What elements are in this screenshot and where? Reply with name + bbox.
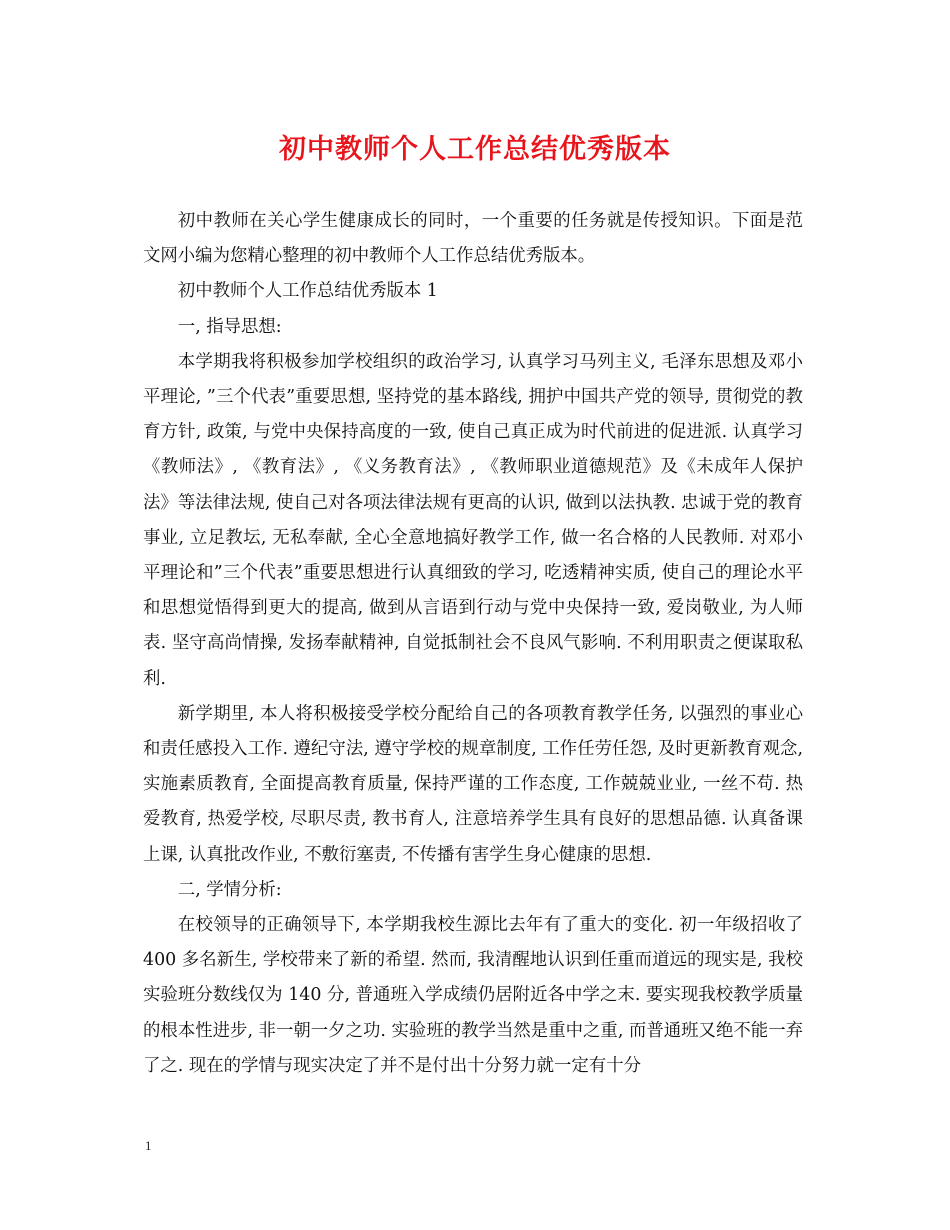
page-number: 1	[145, 1138, 152, 1153]
body-paragraph: 本学期我将积极参加学校组织的政治学习, 认真学习马列主义, 毛泽东思想及邓小平理论, ”三个代表”重要思想, 坚持党的基本路线, 拥护中国共产党的领导, 贯彻党的教育方针, 政策, 与党中央保持高度的一致, 使自己真正成为时代前进的促进派. 认真学习《教师法》, 《教育法》, 《义务教育法》, 《教师职业道德规范》及《未成年人保护法》等法律法规, 使自己对各项法律法规有更高的认识, 做到以法执教. 忠诚于党的教育事业, 立足教坛, 无私奉献, 全心全意地搞好教学工作, 做一名合格的人民教师. 对邓小平理论和”三个代表”重要思想进行认真细致的学习, 吃透精神实质, 使自己的理论水平和思想觉悟得到更大的提高, 做到从言语到行动与党中央保持一致, 爱岗敬业, 为人师表. 坚守高尚情操, 发扬奉献精神, 自觉抵制社会不良风气影响. 不利用职责之便谋取私利.	[143, 351, 803, 689]
document-title: 初中教师个人工作总结优秀版本	[279, 134, 671, 165]
section-heading-version-1: 初中教师个人工作总结优秀版本 1	[177, 281, 438, 302]
section-heading-guiding-thought: 一, 指导思想:	[177, 316, 282, 337]
section-heading-student-analysis: 二, 学情分析:	[177, 879, 282, 900]
intro-paragraph: 初中教师在关心学生健康成长的同时，一个重要的任务就是传授知识。下面是范文网小编为您精心整理的初中教师个人工作总结优秀版本。	[143, 211, 803, 267]
body-paragraph: 在校领导的正确领导下, 本学期我校生源比去年有了重大的变化. 初一年级招收了 400 多名新生, 学校带来了新的希望. 然而, 我清醒地认识到任重而道远的现实是, 我校实验班分数线仅为 140 分, 普通班入学成绩仍居附近各中学之末. 要实现我校教学质量的根本性进步, 非一朝一夕之功. 实验班的教学当然是重中之重, 而普通班又绝不能一弃了之. 现在的学情与现实决定了并不是付出十分努力就一定有十分	[143, 915, 803, 1076]
document-body	[143, 204, 803, 1084]
body-paragraph: 新学期里, 本人将积极接受学校分配给自己的各项教育教学任务, 以强烈的事业心和责任感投入工作. 遵纪守法, 遵守学校的规章制度, 工作任劳任怨, 及时更新教育观念, 实施素质教育, 全面提高教育质量, 保持严谨的工作态度, 工作兢兢业业, 一丝不苟. 热爱教育, 热爱学校, 尽职尽责, 教书育人, 注意培养学生具有良好的思想品德. 认真备课上课, 认真批改作业, 不敷衍塞责, 不传播有害学生身心健康的思想.	[143, 703, 803, 865]
